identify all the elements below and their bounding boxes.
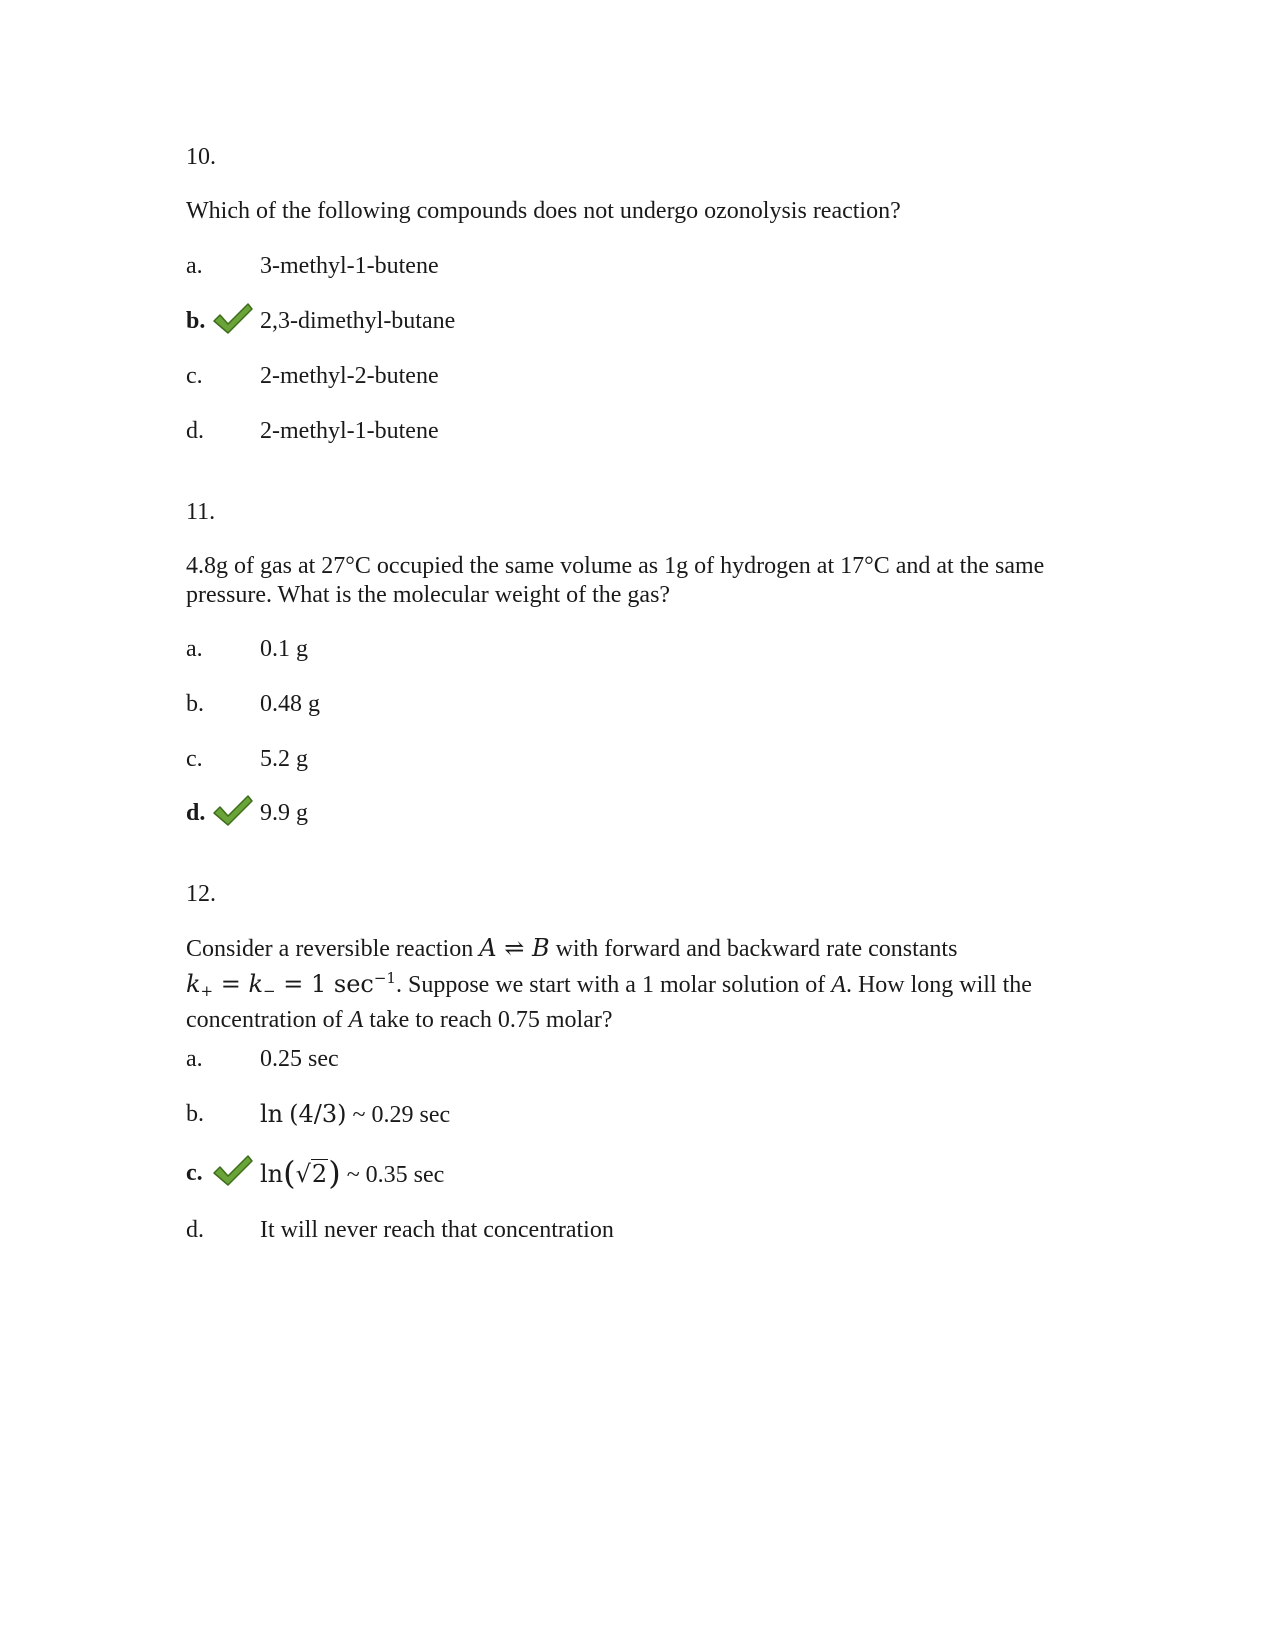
math-function: ln: [260, 1160, 284, 1188]
math-subscript: −: [263, 982, 276, 1000]
option-letter: a.: [186, 253, 203, 279]
sqrt-symbol: √: [295, 1160, 311, 1188]
option-c[interactable]: [186, 360, 1086, 392]
math-variable: k: [248, 970, 264, 998]
option-letter: a.: [186, 1046, 203, 1072]
tilde: ~: [340, 1162, 366, 1188]
option-value: 0.35 sec: [365, 1162, 445, 1188]
question-number: 11.: [186, 499, 216, 525]
option-letter: c.: [186, 746, 203, 772]
option-a[interactable]: [186, 1043, 1086, 1075]
option-text: 5.2 g: [260, 746, 308, 772]
option-b[interactable]: [186, 688, 1086, 720]
checkmark-icon: [212, 1153, 254, 1189]
option-text: [260, 1098, 450, 1131]
option-text: 9.9 g: [260, 800, 308, 826]
checkmark-icon: [212, 793, 254, 829]
question-stem: [186, 934, 1086, 1035]
question-stem-line: [186, 964, 1086, 1006]
stem-text: Consider a reversible reaction: [186, 936, 480, 962]
option-text: 2,3-dimethyl-butane: [260, 308, 456, 334]
math-variable: k: [186, 970, 201, 998]
option-letter: d.: [186, 418, 204, 444]
math-variable: A: [348, 1007, 364, 1033]
question-number: 10.: [186, 144, 216, 170]
question-stem-line: Which of the following compounds does not undergo ozonolysis reaction?: [186, 198, 901, 224]
option-c[interactable]: [186, 1154, 1086, 1192]
math-variable: A: [479, 934, 497, 962]
math-variable: A: [831, 972, 846, 998]
option-d[interactable]: [186, 1214, 1086, 1246]
question-stem-line: [186, 934, 1086, 964]
right-paren: ): [328, 1154, 341, 1192]
question-stem-line: [186, 1006, 1086, 1035]
option-b[interactable]: [186, 305, 1086, 337]
option-text: 0.1 g: [260, 636, 308, 662]
question-stem-line: pressure. What is the molecular weight of the gas?: [186, 582, 671, 608]
option-b[interactable]: [186, 1098, 1086, 1130]
math-expression: = 1 sec: [275, 970, 374, 998]
question-stem: [186, 552, 1086, 610]
checkmark-icon: [212, 301, 254, 337]
option-text: 2-methyl-2-butene: [260, 363, 439, 389]
math-superscript: −1: [373, 969, 396, 987]
option-d[interactable]: [186, 415, 1086, 447]
math-expression: (4/3): [289, 1100, 347, 1128]
option-letter: a.: [186, 636, 203, 662]
stem-text: concentration of: [186, 1007, 349, 1033]
option-text: 2-methyl-1-butene: [260, 418, 439, 444]
question-stem-line: 4.8g of gas at 27°C occupied the same volume as 1g of hydrogen at 17°C and at the same: [186, 553, 1045, 579]
option-letter: d.: [186, 800, 206, 826]
option-a[interactable]: [186, 250, 1086, 282]
math-subscript: +: [200, 982, 214, 1000]
left-paren: (: [283, 1154, 296, 1192]
option-letter: b.: [186, 691, 204, 717]
sqrt-radicand: 2: [311, 1160, 328, 1188]
option-text: 0.48 g: [260, 691, 320, 717]
option-letter: c.: [186, 1160, 203, 1186]
option-letter: b.: [186, 308, 206, 334]
option-text: 0.25 sec: [260, 1046, 339, 1072]
equilibrium-arrow: ⇌: [496, 934, 532, 962]
option-letter: b.: [186, 1101, 204, 1127]
question-stem: [186, 197, 1086, 226]
stem-text: . How long will the: [845, 972, 1032, 998]
option-c[interactable]: [186, 743, 1086, 775]
tilde: ~: [346, 1102, 372, 1128]
stem-text: take to reach 0.75 molar?: [363, 1007, 613, 1033]
option-letter: d.: [186, 1217, 204, 1243]
option-a[interactable]: [186, 633, 1086, 665]
question-number: 12.: [186, 881, 216, 907]
math-variable: B: [531, 934, 550, 962]
option-letter: c.: [186, 363, 203, 389]
option-text: [260, 1154, 445, 1192]
option-text: It will never reach that concentration: [260, 1217, 614, 1243]
stem-text: with forward and backward rate constants: [549, 936, 958, 962]
math-function: ln: [260, 1100, 284, 1128]
stem-text: . Suppose we start with a 1 molar solution of: [395, 972, 832, 998]
option-text: 3-methyl-1-butene: [260, 253, 439, 279]
option-d[interactable]: [186, 797, 1086, 829]
math-operator: =: [213, 970, 249, 998]
option-value: 0.29 sec: [371, 1102, 451, 1128]
